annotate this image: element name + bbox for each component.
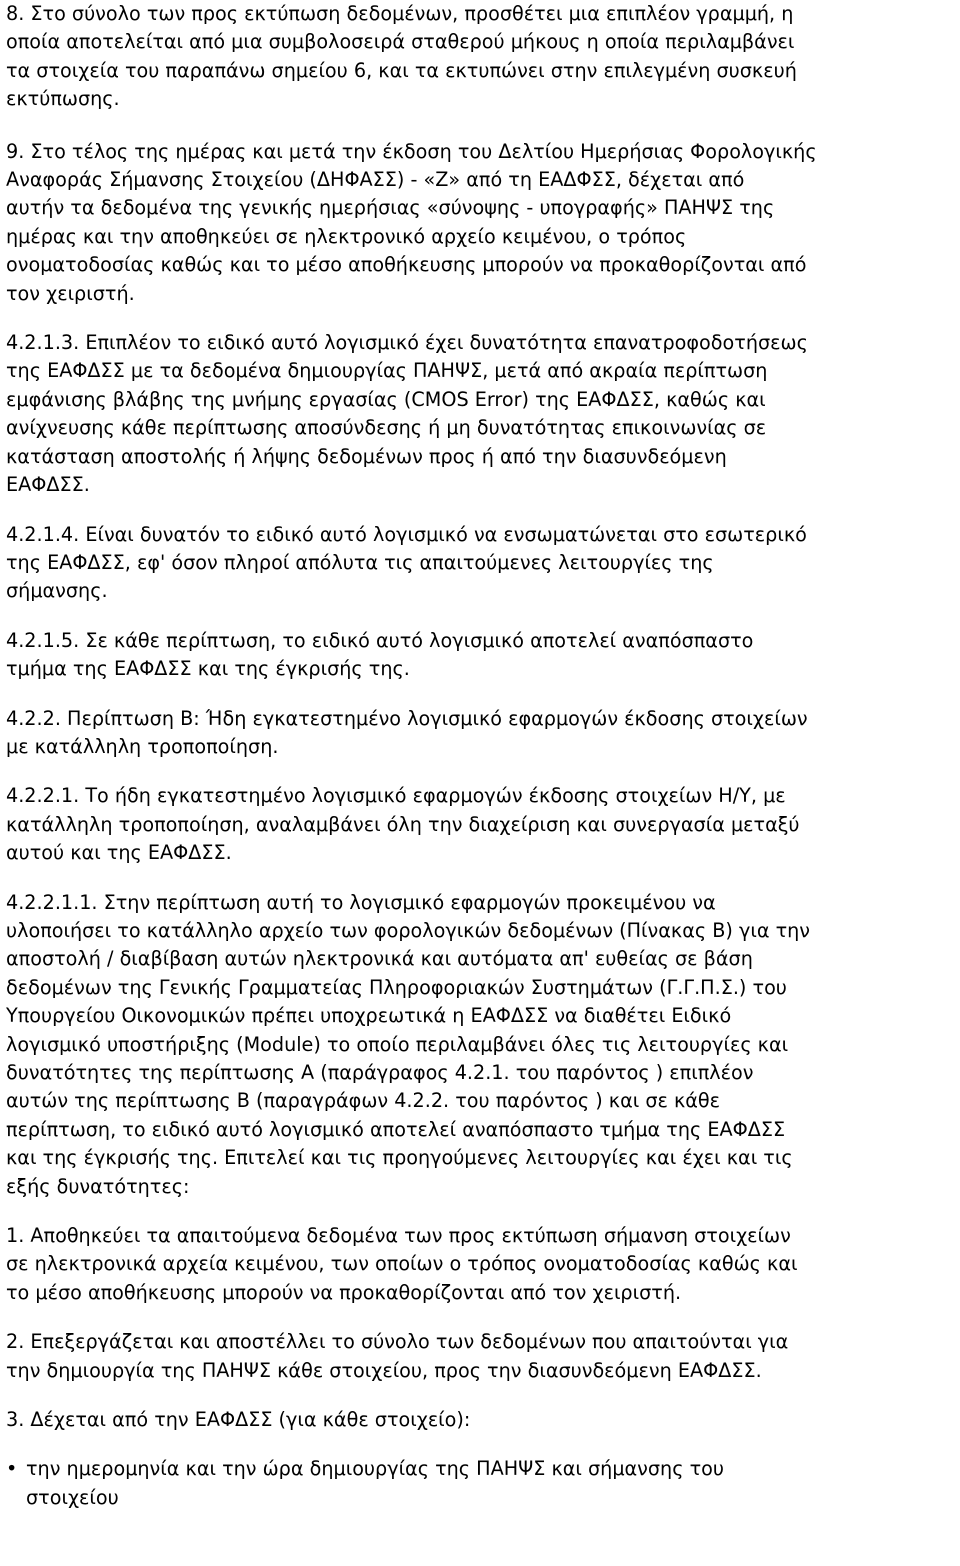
list-item-3: 3. Δέχεται από την ΕΑΦΔΣΣ (για κάθε στοιχείο): — [6, 1408, 471, 1432]
bullet-item-text: την ημερομηνία και την ώρα δημιουργίας της ΠΑΗΨΣ και σήμανσης του στοιχείου — [26, 1457, 724, 1509]
paragraph-4-2-1-3: 4.2.1.3. Επιπλέον το ειδικό αυτό λογισμικό έχει δυνατότητα επανατροφοδοτήσεως της ΕΑΦΔΣΣ με τα δεδομένα δημιουργίας ΠΑΗΨΣ, μετά από ακραία περίπτωση εμφάνισης βλάβης της μνήμης εργασίας (CMOS Error) της ΕΑΦΔΣΣ, καθώς και ανίχνευσης κάθε περίπτωσης αποσύνδεσης ή μη δυνατότητας επικοινωνίας σε κατάσταση αποστολής ή λήψης δεδομένων προς ή από την διασυνδεόμενη ΕΑΦΔΣΣ. — [6, 331, 808, 497]
paragraph-4-2-2: 4.2.2. Περίπτωση Β: Ήδη εγκατεστημένο λογισμικό εφαρμογών έκδοσης στοιχείων με κατάλληλη τροποποίηση. — [6, 706, 808, 758]
list-item-2: 2. Επεξεργάζεται και αποστέλλει το σύνολο των δεδομένων που απαιτούνται για την δημιουργία της ΠΑΗΨΣ κάθε στοιχείου, προς την διασυνδεόμενη ΕΑΦΔΣΣ. — [6, 1330, 789, 1382]
bullet-item — [6, 1455, 952, 1512]
paragraph-4-2-2-1: 4.2.2.1. Το ήδη εγκατεστημένο λογισμικό εφαρμογών έκδοσης στοιχείων Η/Υ, με κατάλληλη τροποποίηση, αναλαμβάνει όλη την διαχείριση και συνεργασία μεταξύ αυτού και της ΕΑΦΔΣΣ. — [6, 784, 800, 865]
paragraph-4-2-1-5: 4.2.1.5. Σε κάθε περίπτωση, το ειδικό αυτό λογισμικό αποτελεί αναπόσπαστο τμήμα της ΕΑΦΔΣΣ και της έγκρισής της. — [6, 628, 754, 681]
list-item-1: 1. Αποθηκεύει τα απαιτούμενα δεδομένα των προς εκτύπωση σήμανση στοιχείων σε ηλεκτρονικά αρχεία κειμένου, των οποίων ο τρόπος ονοματοδοσίας καθώς και το μέσο αποθήκευσης μπορούν να προκαθορίζονται από τον χειριστή. — [6, 1224, 798, 1304]
paragraph-4-2-1-4: 4.2.1.4. Είναι δυνατόν το ειδικό αυτό λογισμικό να ενσωματώνεται στο εσωτερικό της ΕΑΦΔΣΣ, εφ' όσον πληροί απόλυτα τις απαιτούμενες λειτουργίες της σήμανσης. — [6, 522, 807, 603]
paragraph-8: 8. Στο σύνολο των προς εκτύπωση δεδομένων, προσθέτει μια επιπλέον γραμμή, η οποία αποτελείται από μια συμβολοσειρά σταθερού μήκους η οποία περιλαμβάνει τα στοιχεία του παραπάνω σημείου 6, και τα εκτυπώνει στην επιλεγμένη συσκευή εκτύπωσης. — [6, 2, 797, 111]
paragraph-4-2-2-1-1: 4.2.2.1.1. Στην περίπτωση αυτή το λογισμικό εφαρμογών προκειμένου να υλοποιήσει το κατάλληλο αρχείο των φορολογικών δεδομένων (Πίνακας Β) για την αποστολή / διαβίβαση αυτών ηλεκτρονικά και αυτόματα απ' ευθείας σε βάση δεδομένων της Γενικής Γραμματείας Πληροφοριακών Συστημάτων (Γ.Γ.Π.Σ.) του Υπουργείου Οικονομικών πρέπει υποχρεωτικά η ΕΑΦΔΣΣ να διαθέτει Ειδικό λογισμικό υποστήριξης (Module) το οποίο περιλαμβάνει όλες τις λειτουργίες και δυνατότητες της περίπτωσης Α (παράγραφος 4.2.1. του παρόντος ) επιπλέον αυτών της περίπτωσης Β (παραγράφων 4.2.2. του παρόντος ) και σε κάθε περίπτωση, το ειδικό αυτό λογισμικό αποτελεί αναπόσπαστο τμήμα της ΕΑΦΔΣΣ και της έγκρισής της. Επιτελεί και τις προηγούμενες λειτουργίες και έχει και τις εξής δυνατότητες: — [6, 890, 811, 1198]
paragraph-9: 9. Στο τέλος της ημέρας και μετά την έκδοση του Δελτίου Ημερήσιας Φορολογικής Αναφοράς Σήμανσης Στοιχείου (ΔΗΦΑΣΣ) - «Ζ» από τη ΕΑΔΦΣΣ, δέχεται από αυτήν τα δεδομένα της γενικής ημερήσιας «σύνοψης - υπογραφής» ΠΑΗΨΣ της ημέρας και την αποθηκεύει σε ηλεκτρονικό αρχείο κειμένου, ο τρόπος ονοματοδοσίας καθώς και το μέσο αποθήκευσης μπορούν να προκαθορίζονται από τον χειριστή. — [6, 139, 817, 305]
document-page — [6, 0, 952, 1512]
bullet-icon: • — [6, 1457, 18, 1481]
